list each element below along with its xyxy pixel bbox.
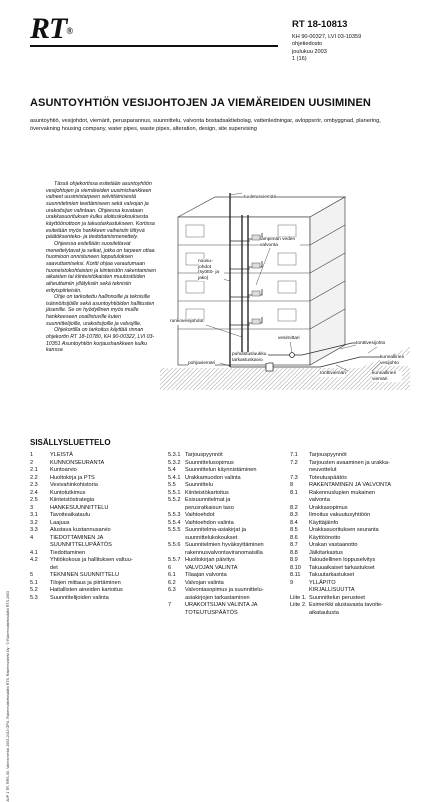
toc-entry (290, 482, 391, 490)
toc-entry-title: valvonta (309, 497, 330, 503)
toc-entry-number: 5.5.5 (168, 527, 181, 533)
toc-entry (168, 512, 264, 520)
toc-entry (290, 550, 391, 558)
toc-entry (290, 505, 391, 513)
toc-entry (168, 572, 264, 580)
toc-entry-title: Ilmoitus vakuutusyhtiöön (309, 512, 371, 518)
toc-entry-number: 4 (30, 534, 34, 541)
toc-entry-number (168, 595, 185, 603)
toc-entry (290, 527, 391, 535)
toc-entry-title: Tavoiteaikataulu (50, 512, 91, 518)
toc-entry (30, 460, 133, 468)
toc-entry-number: 7.2 (290, 459, 298, 466)
toc-entry-title: YLEISTÄ (50, 452, 74, 458)
toc-heading: SISÄLLYSLUETTELO (30, 438, 111, 447)
toc-entry-title: Suunnitelma-asiakirjat ja (185, 527, 246, 533)
toc-entry-number: 8.1 (290, 489, 298, 496)
toc-entry-title: YLLÄPITO (309, 579, 336, 586)
toc-entry-title: Esisuunnitelmat ja (185, 497, 231, 503)
toc-entry (168, 452, 264, 460)
toc-entry (30, 482, 133, 490)
toc-entry-number: 3.1 (30, 512, 38, 518)
toc-entry-title: URAKOITSIJAN VALINTA JA (185, 602, 258, 608)
toc-entry (290, 572, 391, 580)
toc-entry (290, 467, 391, 475)
intro-paragraph: Tässä ohjekortissa esitetään asuntoyhtiön vesijohtojen ja viemäreiden uusimishankkeen vaiheet uusimistarpeen selvittämisestä suunnitelmien teettämiseen sekä valvojan ja urakoitsijan valintaan. Ohjeessa kuvataan urakkasuorituksen kulku aloituskokouksesta käyttöönottoon ja takuutarkastukseen. Kortissa esitetään myös hankkeen vaiheisiin liittyvä päätöksenteko- ja tiedottamismenettely. (46, 181, 155, 241)
toc-entry-title: Valvojan valinta (185, 579, 224, 586)
toc-entry (168, 490, 264, 498)
document-code: RT 18-10813 (292, 19, 348, 30)
toc-entry-number: 6 (168, 564, 172, 571)
side-facade (310, 197, 345, 365)
label-municipal-water: kunnallinen vesijohto (380, 355, 410, 366)
toc-entry-title: Taloudellinen loppuselvitys (309, 557, 376, 563)
toc-entry (168, 527, 264, 535)
toc-entry-title: Suunnittelusopimus (185, 459, 234, 466)
toc-entry-title: Rakennuslupien mukainen (309, 489, 375, 496)
toc-entry (290, 580, 391, 588)
toc-entry-title: Suunnitelmien hyväksyttäminen (185, 542, 264, 548)
toc-entry-number: 2.2 (30, 474, 38, 481)
toc-entry-title: Urakkamuodon valinta (185, 474, 241, 481)
toc-entry-title: Käyttöönotto (309, 534, 341, 541)
inspection-well (266, 363, 273, 371)
toc-entry-title: Jälkitarkastus (309, 549, 343, 556)
toc-entry (30, 520, 133, 528)
toc-entry (290, 520, 391, 528)
toc-entry (290, 595, 391, 603)
toc-entry-title: Huoltokirjan päivitys (185, 557, 235, 563)
toc-entry (290, 535, 391, 543)
toc-entry-title: Käyttäjäinfo (309, 519, 339, 526)
toc-entry (290, 610, 391, 618)
toc-entry-number: 2 (30, 459, 34, 466)
toc-entry (290, 565, 391, 573)
toc-entry (30, 557, 133, 565)
toc-entry-title: Yhtiökokous ja hallituksen valtuu- (50, 557, 133, 563)
toc-entry (30, 572, 133, 580)
toc-entry-title: Tarjouspyynnöt (309, 452, 347, 458)
toc-entry-number: 8.3 (290, 512, 298, 518)
toc-entry-number: 8.6 (290, 534, 298, 541)
intro-paragraph: Ohjeessa esitellään suositeltavat menettelytavat ja seikat, jotka on tarpeen ottaa huomioon onnistuneen lopputuloksen saavuttamiseksi. Kortti ohjaa varautumaan huoneistokohtaisten ja kiinteistön rakentamisen aikaisten tai kiinteistökaisten muutostöiden aiheuttamiin yllätyksiin sekä teknisiin erityispiirteisiin. (46, 240, 157, 294)
toc-entry-title: Takuutarkastukset (309, 572, 355, 578)
meta-line: KH 90-00327, LVI 03-10359 (292, 34, 362, 40)
toc-entry (168, 535, 264, 543)
toc-entry-number (168, 610, 185, 618)
meta-line: joulukuu 2003 (292, 48, 327, 55)
toc-entry-number: 8 (290, 482, 294, 488)
toc-entry-title: suunnittelukokoukset (185, 534, 238, 541)
toc-entry-title: Suunnittelun perusteet (309, 594, 365, 601)
toc-entry (290, 490, 391, 498)
toc-entry-number: 5.4.1 (168, 474, 181, 481)
toc-entry-number: 1 (30, 452, 34, 458)
toc-entry-title: Vaihtoehdon valinta (185, 519, 234, 526)
keywords: asuntoyhtiö, vesijohdot, viemärit, perusparannus, suunnittelu, valvonta bostadsaktiebolag, vattenledningar, avloppsrör, ombyggnad, planering, övervakning housing company, water pipes, waste pipes, alteration, design, site supervising (30, 118, 381, 132)
toc-entry-number: 8.8 (290, 549, 298, 556)
toc-entry-title: Laajuus (50, 519, 70, 526)
toc-entry-title: Alustava kustannusarvio (50, 527, 111, 533)
intro-paragraph: Ohjekortilla on tarkoitus käyttää rinnan ohjekortin RT 18-10780, KH 90-00322, LVI 03-10351 Asuntoyhtiön korjaushankkeen kulku kanssa (46, 327, 155, 354)
toc-entry-title: SUUNNITTELUPÄÄTÖS (50, 542, 112, 548)
toc-entry-title: Tiedottaminen (50, 549, 86, 556)
toc-entry-number: 3.3 (30, 527, 38, 533)
toc-entry-number (290, 467, 309, 475)
label-ground-drain: pohjaviemäri (188, 361, 216, 366)
toc-entry-title: Urakkasopimus (309, 504, 348, 511)
toc-column-1 (30, 452, 133, 602)
toc-entry (30, 512, 133, 520)
toc-entry-number: 5.3.2 (168, 459, 181, 466)
toc-entry (168, 602, 264, 610)
label-plot-drain: tonttiviemäri (320, 371, 346, 376)
toc-entry-title: TOTEUTUSPÄÄTÖS (185, 609, 238, 616)
header-rule (30, 45, 278, 47)
toc-entry (30, 542, 133, 550)
label-vent-pipe: tuuletusviemäri (244, 195, 277, 200)
toc-entry (30, 565, 133, 573)
toc-entry-number: 5.5.1 (168, 489, 181, 496)
toc-entry-title: Tilaajan valvonta (185, 572, 227, 578)
toc-entry-number: 8.2 (290, 504, 298, 511)
toc-entry (30, 497, 133, 505)
toc-entry-title: Haitallisten aineiden kartoitus (50, 587, 123, 593)
toc-entry (168, 550, 264, 558)
toc-entry-title: KUNNONSEURANTA (50, 459, 105, 466)
toc-entry (168, 557, 264, 565)
intro-text (46, 181, 158, 354)
toc-entry-title: Vesivahinkohistoria (50, 482, 98, 488)
toc-entry-title: Tarjouspyynnöt (185, 452, 223, 458)
toc-entry-title: det (50, 564, 58, 571)
toc-entry-number (30, 565, 50, 573)
toc-entry-number: 5.5.4 (168, 519, 181, 526)
toc-entry-number: 3 (30, 504, 34, 511)
toc-entry-number: 5.5 (168, 482, 176, 488)
toc-entry-number: 4.2 (30, 557, 38, 563)
toc-entry-title: neuvottelut (309, 467, 337, 473)
toc-entry-title: Urakkasuorituksen seuranta (309, 527, 379, 533)
toc-entry-title: Kiinteistöstrategia (50, 497, 95, 503)
toc-entry-number (168, 505, 185, 513)
toc-entry-title: KIRJALLISUUTTA (309, 587, 355, 593)
toc-entry-title: HANKESUUNNITTELU (50, 504, 109, 511)
toc-entry-title: Tilojen mittaus ja piirtäminen (50, 579, 121, 586)
toc-entry-number: 8.7 (290, 542, 298, 548)
toc-entry-number: 7 (168, 602, 172, 608)
toc-entry (168, 520, 264, 528)
toc-entry-number (290, 610, 309, 618)
toc-entry-title: TEKNINEN SUUNNITTELU (50, 572, 119, 578)
toc-entry (290, 497, 391, 505)
toc-entry-number (290, 587, 309, 595)
toc-entry-title: Kuntotutkimus (50, 489, 86, 496)
toc-entry-title: Takuuaikaiset tarkastukset (309, 564, 375, 571)
toc-entry-number: 7.1 (290, 452, 298, 458)
meta-line: 1 (16) (292, 56, 307, 63)
toc-entry (290, 602, 391, 610)
toc-entry-number: 5.5.7 (168, 557, 181, 563)
toc-entry (168, 475, 264, 483)
toc-entry-number (290, 497, 309, 505)
label-hot-water: lämpimän veden valvonta (260, 237, 300, 248)
toc-entry-number: 2.4 (30, 489, 38, 496)
toc-entry-number: 5.1 (30, 579, 38, 586)
toc-entry-title: Tarjousten avaaminen ja urakka- (309, 459, 390, 466)
toc-entry-title: Valvontasopimus ja suunnittelu- (185, 587, 264, 593)
toc-entry (290, 475, 391, 483)
label-plot-water-pipe: tonttivesijohto (356, 341, 386, 346)
toc-entry-title: Kuntoarvio (50, 467, 77, 473)
toc-entry-number: 6.1 (168, 572, 176, 578)
toc-entry-number: 5.3 (30, 594, 38, 601)
toc-entry-number: 8.9 (290, 557, 298, 563)
toc-entry (290, 542, 391, 550)
toc-entry-title: Huoltokirja ja PTS (50, 474, 95, 481)
toc-entry (290, 557, 391, 565)
toc-entry-number: 9 (290, 579, 294, 586)
toc-entry-number: 6.2 (168, 579, 176, 586)
toc-entry-title: rakennusvalvontaviranomaisilla (185, 549, 263, 556)
toc-entry (30, 467, 133, 475)
meta-line: ohjetiedosto (292, 41, 323, 48)
toc-entry (290, 452, 391, 460)
toc-entry-number (168, 535, 185, 543)
toc-entry (30, 527, 133, 535)
toc-entry-number: 8.5 (290, 527, 298, 533)
side-print-info: AVP 1 TR, RRS-ISI, Valmismerkki 2003-2013 GPU, Rakennustietosäätiö RTS, Rakennustieto Oy · © Rakennustietosäätiö RTS 2003 (6, 591, 10, 802)
toc-entry-number: 3.2 (30, 519, 38, 526)
toc-entry (30, 535, 133, 543)
toc-entry (168, 460, 264, 468)
toc-entry (30, 595, 133, 603)
toc-entry (168, 587, 264, 595)
toc-entry-title: Esimerkki alustavasta tavoite- (309, 602, 383, 608)
toc-entry-number: 2.1 (30, 467, 38, 473)
label-main-water-pipes: runkovesijohdot (170, 319, 204, 324)
toc-entry (168, 505, 264, 513)
toc-entry-number: 8.11 (290, 572, 301, 578)
toc-column-2 (168, 452, 264, 617)
toc-entry-title: VALVOJAN VALINTA (185, 564, 238, 571)
document-title: ASUNTOYHTIÖN VESIJOHTOJEN JA VIEMÄREIDEN UUSIMINEN (30, 97, 371, 109)
building-illustration (160, 185, 410, 390)
toc-entry (30, 490, 133, 498)
toc-entry-title: Suunnittelijoiden valinta (50, 594, 109, 601)
toc-entry-title: asiakirjojen tarkastaminen (185, 594, 250, 601)
toc-entry-title: Suunnittelun käynnistäminen (185, 467, 257, 473)
toc-entry (168, 565, 264, 573)
toc-entry (168, 497, 264, 505)
toc-entry (168, 542, 264, 550)
toc-entry-number: 2.5 (30, 497, 38, 503)
rt-logo: RT® (30, 12, 73, 45)
toc-entry-title: perusratkaisun taso (185, 504, 234, 511)
toc-entry-title: Kiinteistökartoitus (185, 489, 229, 496)
toc-entry-number: 5.2 (30, 587, 38, 593)
toc-entry (290, 460, 391, 468)
toc-entry-number: 4.1 (30, 549, 38, 556)
toc-entry-number (168, 550, 185, 558)
toc-entry (30, 505, 133, 513)
toc-entry (30, 580, 133, 588)
toc-entry-number: 5.4 (168, 467, 176, 473)
toc-entry-number: Liite 2. (290, 602, 307, 608)
toc-entry (290, 512, 391, 520)
label-municipal-sewer: kunnallinen viemäri (372, 371, 402, 382)
toc-entry-title: Toteutuspäätös (309, 474, 347, 481)
toc-entry-number: 8.10 (290, 564, 301, 571)
toc-entry (168, 482, 264, 490)
building-pipe-diagram (160, 185, 410, 390)
toc-entry (168, 467, 264, 475)
intro-paragraph: Ohje on tarkoitettu hallinnoille ja teknisille isännöitsijöille sekä asuntoyhtiöiden hallitusten jäsenille. Se on hyödyllinen myös muille hankkeeseen osallistuville kuten suunnittelijoille, urakoitsijoille ja valvojille. (46, 294, 155, 327)
toc-entry-number (30, 542, 50, 550)
toc-entry-title: Suunnittelu (185, 482, 213, 488)
toc-entry (168, 595, 264, 603)
toc-entry-title: RAKENTAMINEN JA VALVONTA (309, 482, 391, 488)
toc-entry-number: 5.5.3 (168, 512, 181, 518)
toc-entry-title: aikataulusta (309, 609, 339, 616)
toc-entry-title: Vaihtoehdot (185, 512, 215, 518)
toc-entry-number: 8.4 (290, 519, 298, 526)
toc-entry-title: Urakan vastaanotto (309, 542, 358, 548)
toc-entry-number: 5.3.1 (168, 452, 181, 458)
document-meta (292, 34, 361, 64)
toc-entry-number: 5 (30, 572, 34, 578)
toc-entry (168, 610, 264, 618)
toc-entry-number: Liite 1. (290, 594, 307, 601)
label-water-meter: vesimittari (278, 336, 300, 341)
label-risers: nousu-johdot (syöttö- ja jako) (198, 259, 224, 281)
toc-entry (30, 475, 133, 483)
toc-entry (290, 587, 391, 595)
toc-entry-number: 7.3 (290, 474, 298, 481)
toc-entry (168, 580, 264, 588)
toc-entry (30, 452, 133, 460)
water-meter (290, 353, 295, 358)
toc-entry-title: TIEDOTTAMINEN JA (50, 534, 104, 541)
label-cleaning-hatch: puhdistusluukku tarkastuskaivo (232, 352, 267, 363)
toc-entry-number: 5.5.6 (168, 542, 181, 548)
toc-entry-number: 6.3 (168, 587, 176, 593)
toc-entry (30, 587, 133, 595)
toc-column-3 (290, 452, 391, 617)
toc-entry-number: 5.5.2 (168, 497, 181, 503)
toc-entry-number: 2.3 (30, 482, 38, 488)
toc-entry (30, 550, 133, 558)
